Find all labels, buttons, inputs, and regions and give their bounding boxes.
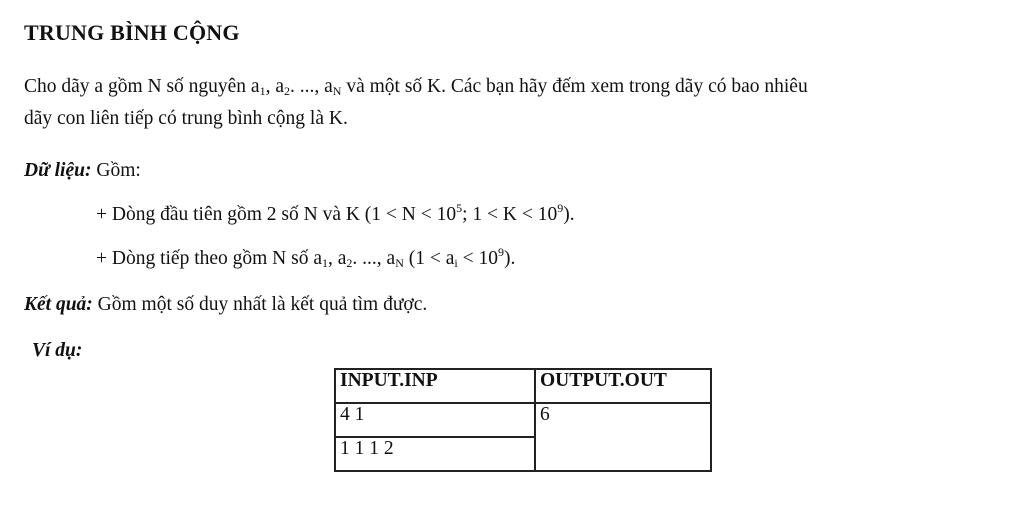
output-cell: 6 — [535, 403, 711, 471]
table-header-row — [335, 369, 711, 403]
output-label: Kết quả: — [24, 294, 93, 315]
input-label: Dữ liệu: — [24, 160, 92, 181]
input-cell-line-1: 4 1 — [335, 403, 535, 437]
intro-line-2: dãy con liên tiếp có trung bình cộng là K. — [24, 108, 348, 129]
table-row — [335, 403, 711, 437]
input-cell-line-2: 1 1 1 2 — [335, 437, 535, 471]
output-header-cell: OUTPUT.OUT — [535, 369, 711, 403]
intro-line-1: Cho dãy a gồm N số nguyên $a_1$, $a_2$. ..., $a_N$ và một số K. Các bạn hãy đếm xem trong dãy có bao nhiêu — [24, 76, 808, 98]
input-bullet-2: + Dòng tiếp theo gồm N số $a_1$, $a_2$. ..., $a_N$ $(1 < a_i < 10^9)$. — [96, 245, 516, 270]
example-table — [334, 368, 712, 472]
input-heading: Dữ liệu: Gồm: — [24, 160, 141, 181]
example-label: Ví dụ: — [32, 340, 83, 361]
problem-title: TRUNG BÌNH CỘNG — [24, 20, 240, 45]
output-heading: Kết quả: Gồm một số duy nhất là kết quả tìm được. — [24, 294, 428, 315]
input-bullet-1: + Dòng đầu tiên gồm 2 số N và K ($1 < N < 10^5$; $1 < K < 10^9$). — [96, 201, 575, 225]
input-header-cell: INPUT.INP — [335, 369, 535, 403]
